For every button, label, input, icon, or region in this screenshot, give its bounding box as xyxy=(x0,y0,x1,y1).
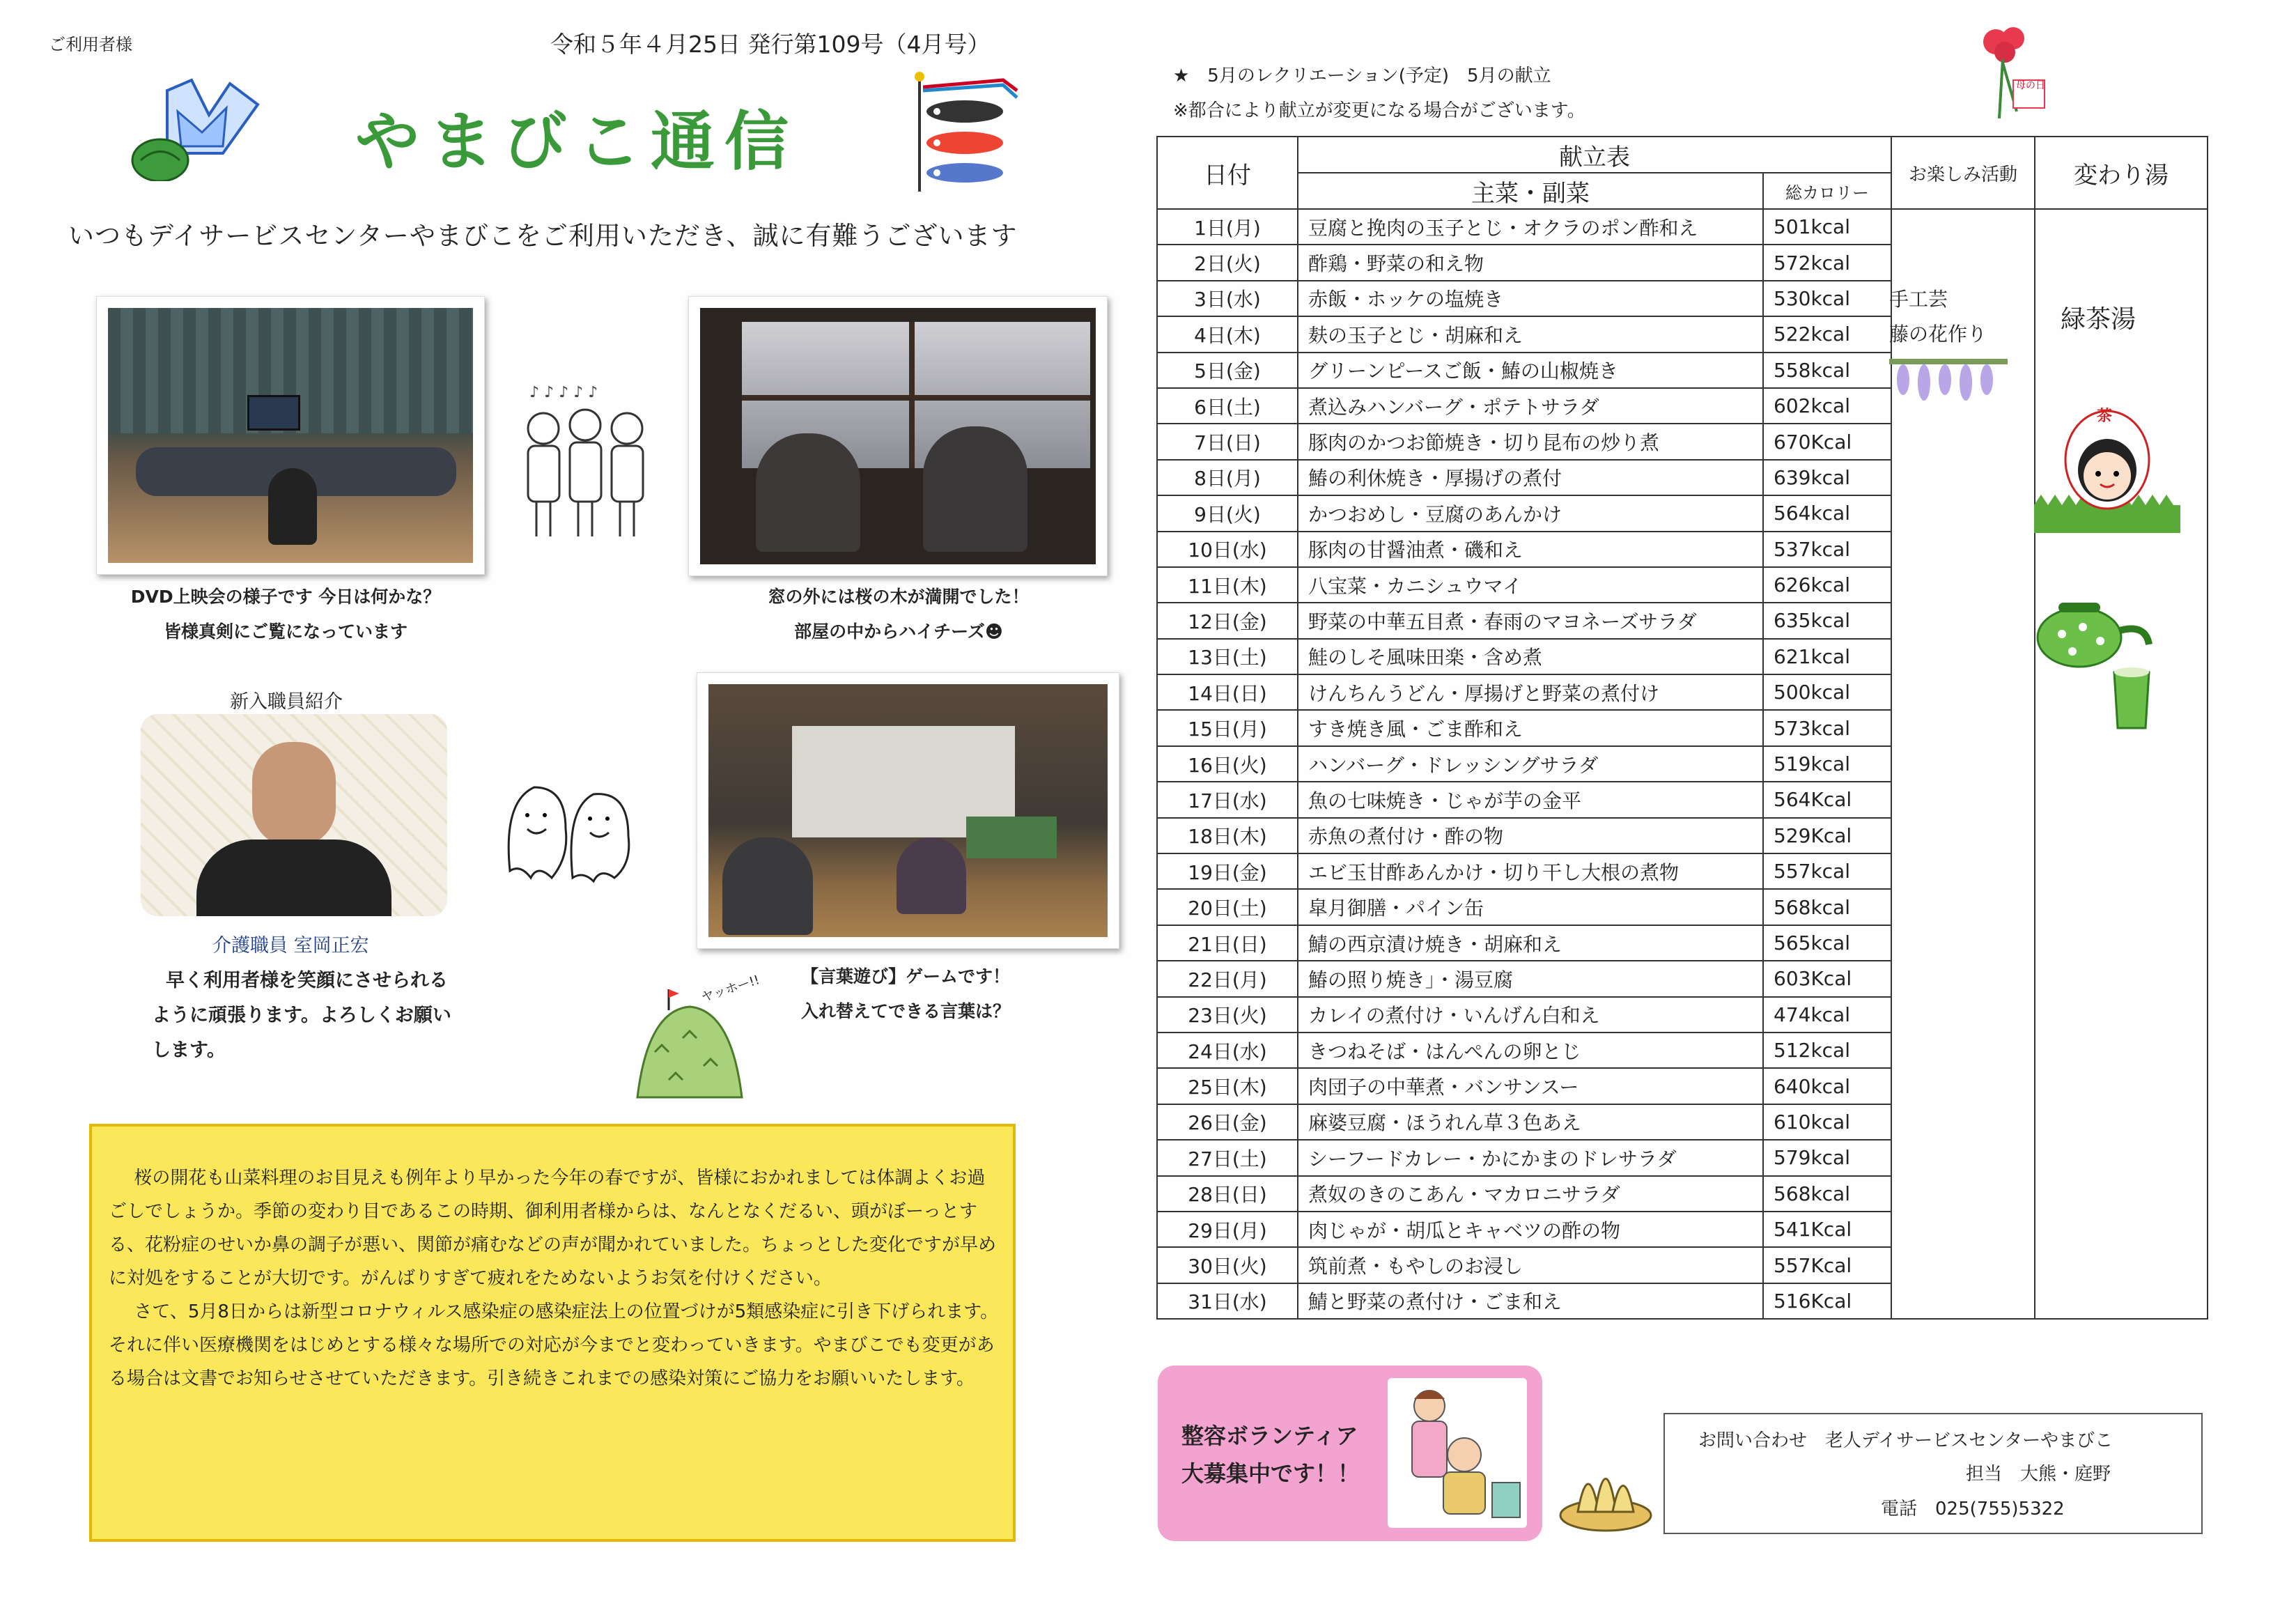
menu-dish-cell: 豚肉の甘醤油煮・磯和え xyxy=(1298,532,1763,567)
menu-dish-cell: きつねそば・はんぺんの卵とじ xyxy=(1298,1033,1763,1068)
activity-line1: 手工芸 xyxy=(1889,288,1948,311)
green-tea-teapot-icon xyxy=(2031,596,2170,735)
menu-date-cell: 29日(月) xyxy=(1157,1212,1298,1247)
menu-date-cell: 6日(土) xyxy=(1157,388,1298,424)
menu-calorie-cell: 579kcal xyxy=(1763,1140,1891,1175)
column-date-header: 日付 xyxy=(1157,137,1298,209)
column-activity-header: お楽しみ活動 xyxy=(1891,137,2035,209)
dvd-caption-line2: 皆様真剣にご覧になっています xyxy=(163,621,408,642)
menu-date-cell: 18日(木) xyxy=(1157,818,1298,853)
singing-people-icon xyxy=(515,376,655,550)
contact-phone: 電話 025(755)5322 xyxy=(1881,1499,2065,1519)
menu-date-cell: 3日(水) xyxy=(1157,281,1298,316)
menu-date-cell: 5日(金) xyxy=(1157,353,1298,388)
bath-type: 緑茶湯 xyxy=(2061,305,2136,334)
menu-dish-cell: かつおめし・豆腐のあんかけ xyxy=(1298,495,1763,531)
volunteer-line1: 整容ボランティア xyxy=(1181,1423,1358,1449)
menu-calorie-cell: 529Kcal xyxy=(1763,818,1891,853)
menu-date-cell: 4日(木) xyxy=(1157,316,1298,352)
svg-text:♪ ♪ ♪ ♪ ♪: ♪ ♪ ♪ ♪ ♪ xyxy=(529,384,598,401)
menu-date-cell: 30日(火) xyxy=(1157,1247,1298,1283)
menu-calorie-cell: 626kcal xyxy=(1763,567,1891,603)
menu-date-cell: 12日(金) xyxy=(1157,603,1298,638)
menu-calorie-cell: 635kcal xyxy=(1763,603,1891,638)
new-staff-heading: 新入職員紹介 xyxy=(230,691,343,713)
menu-calorie-cell: 670Kcal xyxy=(1763,424,1891,459)
menu-calorie-cell: 573kcal xyxy=(1763,710,1891,745)
menu-dish-cell: けんちんうどん・厚揚げと野菜の煮付け xyxy=(1298,674,1763,710)
menu-date-cell: 21日(日) xyxy=(1157,925,1298,961)
addressee: ご利用者様 xyxy=(49,35,132,54)
menu-dish-cell: 豚肉のかつお節焼き・切り昆布の炒り煮 xyxy=(1298,424,1763,459)
menu-dish-cell: 筑前煮・もやしのお浸し xyxy=(1298,1247,1763,1283)
menu-dish-cell: 麸の玉子とじ・胡麻和え xyxy=(1298,316,1763,352)
notice-paragraph-1: 桜の開花も山菜料理のお目見えも例年より早かった今年の春ですが、皆様におかれましては体調よくお過ごしでしょうか。季節の変わり目であるこの時期、御利用者様からは、なんとなくだるい、頭がぼーっとする、花粉症のせいか鼻の調子が悪い、関節が痛むなどの声が聞かれていました。ちょっとした変化ですが早めに対処をすることが大切です。がんばりすぎて疲れをためないようお気を付けください。 xyxy=(109,1168,997,1289)
issue-date: 令和５年４月25日 発行第109号（4月号） xyxy=(550,31,991,58)
menu-date-cell: 23日(火) xyxy=(1157,997,1298,1033)
staff-message-line3: します。 xyxy=(152,1039,226,1061)
greeting-text: いつもデイサービスセンターやまびこをご利用いただき、誠に有難うございます xyxy=(68,221,1018,251)
menu-date-cell: 20日(土) xyxy=(1157,889,1298,925)
menu-date-cell: 9日(火) xyxy=(1157,495,1298,531)
menu-calorie-cell: 557kcal xyxy=(1763,853,1891,889)
menu-calorie-cell: 564Kcal xyxy=(1763,782,1891,817)
menu-dish-cell: 肉じゃが・胡瓜とキャベツの酢の物 xyxy=(1298,1212,1763,1247)
menu-calorie-cell: 530kcal xyxy=(1763,281,1891,316)
menu-dish-cell: 麻婆豆腐・ほうれん草３色あえ xyxy=(1298,1104,1763,1140)
menu-dish-cell: カレイの煮付け・いんげん白和え xyxy=(1298,997,1763,1033)
staff-message-line1: 早く利用者様を笑顔にさせられる xyxy=(166,970,448,991)
contact-line1: お問い合わせ 老人デイサービスセンターやまびこ xyxy=(1698,1430,2113,1451)
menu-calorie-cell: 610kcal xyxy=(1763,1104,1891,1140)
activity-line2: 藤の花作り xyxy=(1889,323,1987,346)
menu-dish-cell: 鮭のしそ風味田楽・含め煮 xyxy=(1298,639,1763,674)
menu-calorie-cell: 564kcal xyxy=(1763,495,1891,531)
menu-calorie-cell: 602kcal xyxy=(1763,388,1891,424)
menu-calorie-cell: 474kcal xyxy=(1763,997,1891,1033)
menu-calorie-cell: 639kcal xyxy=(1763,460,1891,495)
koinobori-carp-streamer-icon xyxy=(906,70,1024,195)
menu-dish-cell: エビ玉甘酢あんかけ・切り干し大根の煮物 xyxy=(1298,853,1763,889)
dvd-caption-line1: DVD上映会の様子です 今日は何かな？ xyxy=(130,587,441,607)
menu-date-cell: 31日(水) xyxy=(1157,1283,1298,1319)
staff-name: 介護職員 室岡正宏 xyxy=(212,935,369,957)
menu-dish-cell: ハンバーグ・ドレッシングサラダ xyxy=(1298,746,1763,782)
kabuto-helmet-icon xyxy=(125,77,265,181)
menu-date-cell: 14日(日) xyxy=(1157,674,1298,710)
contact-box xyxy=(1663,1413,2203,1534)
new-staff-portrait xyxy=(141,714,447,916)
menu-date-cell: 24日(水) xyxy=(1157,1033,1298,1068)
menu-header-line1: ★ 5月のレクリエーション(予定) 5月の献立 xyxy=(1173,65,1551,86)
menu-dish-cell: 豆腐と挽肉の玉子とじ・オクラのポン酢和え xyxy=(1298,209,1763,245)
menu-date-cell: 1日(月) xyxy=(1157,209,1298,245)
notice-box xyxy=(89,1124,1016,1542)
window-cherry-blossom-photo xyxy=(688,296,1108,576)
menu-date-cell: 2日(火) xyxy=(1157,245,1298,280)
game-caption-line1: 【言葉遊び】ゲームです！ xyxy=(800,966,1010,987)
menu-calorie-cell: 522kcal xyxy=(1763,316,1891,352)
column-menu-header: 献立表 xyxy=(1298,137,1891,173)
menu-calorie-cell: 640kcal xyxy=(1763,1068,1891,1104)
menu-date-cell: 11日(木) xyxy=(1157,567,1298,603)
menu-calorie-cell: 541Kcal xyxy=(1763,1212,1891,1247)
dvd-screening-photo xyxy=(96,296,485,575)
menu-dish-cell: 鯖の西京漬け焼き・胡麻和え xyxy=(1298,925,1763,961)
menu-calorie-cell: 568kcal xyxy=(1763,889,1891,925)
menu-dish-cell: 鰆の利休焼き・厚揚げの煮付 xyxy=(1298,460,1763,495)
menu-calorie-cell: 603Kcal xyxy=(1763,961,1891,996)
staff-message-line2: ように頑張ります。よろしくお願い xyxy=(152,1005,451,1026)
menu-date-cell: 25日(木) xyxy=(1157,1068,1298,1104)
menu-dish-cell: すき焼き風・ごま酢和え xyxy=(1298,710,1763,745)
column-main-dish-header: 主菜・副菜 xyxy=(1298,173,1763,209)
menu-calorie-cell: 500kcal xyxy=(1763,674,1891,710)
hairdresser-volunteer-icon xyxy=(1388,1378,1527,1528)
menu-date-cell: 10日(水) xyxy=(1157,532,1298,567)
menu-dish-cell: 赤飯・ホッケの塩焼き xyxy=(1298,281,1763,316)
menu-dish-cell: 八宝菜・カニシュウマイ xyxy=(1298,567,1763,603)
word-game-photo xyxy=(697,672,1119,949)
menu-header-line2: ※都合により献立が変更になる場合がございます。 xyxy=(1173,100,1585,121)
menu-dish-cell: 煮込みハンバーグ・ポテトサラダ xyxy=(1298,388,1763,424)
menu-dish-cell: 肉団子の中華煮・バンサンスー xyxy=(1298,1068,1763,1104)
menu-date-cell: 13日(土) xyxy=(1157,639,1298,674)
two-friends-doodle-icon xyxy=(496,773,642,885)
menu-date-cell: 8日(月) xyxy=(1157,460,1298,495)
carnation-mothers-day-icon xyxy=(1964,21,2048,125)
newsletter-title: やまびこ通信 xyxy=(355,105,799,179)
menu-calorie-cell: 621kcal xyxy=(1763,639,1891,674)
bath-column-cell xyxy=(2035,209,2208,1319)
menu-date-cell: 19日(金) xyxy=(1157,853,1298,889)
contact-person: 担当 大熊・庭野 xyxy=(1966,1464,2111,1485)
column-calorie-header: 総カロリー xyxy=(1763,173,1891,209)
window-caption-line1: 窓の外には桜の木が満開でした！ xyxy=(768,587,1030,607)
menu-calorie-cell: 558kcal xyxy=(1763,353,1891,388)
menu-dish-cell: 野菜の中華五目煮・春雨のマヨネーズサラダ xyxy=(1298,603,1763,638)
menu-dish-cell: 鯖と野菜の煮付け・ごま和え xyxy=(1298,1283,1763,1319)
menu-dish-cell: シーフードカレー・かにかまのドレサラダ xyxy=(1298,1140,1763,1175)
menu-date-cell: 17日(水) xyxy=(1157,782,1298,817)
notice-paragraph-2: さて、5月8日からは新型コロナウィルス感染症の感染症法上の位置づけが5類感染症に引き下げられます。それに伴い医療機関をはじめとする様々な場所での対応が今までと変わっていきます。やまびこでも変更がある場合は文書でお知らせさせていただきます。引き続きこれまでの感染対策にご協力をお願いいたします。 xyxy=(109,1301,999,1389)
menu-dish-cell: 魚の七味焼き・じゃが芋の金平 xyxy=(1298,782,1763,817)
menu-calorie-cell: 565kcal xyxy=(1763,925,1891,961)
column-bath-header: 変わり湯 xyxy=(2035,137,2208,209)
wisteria-icon xyxy=(1889,359,2008,408)
menu-date-cell: 27日(土) xyxy=(1157,1140,1298,1175)
menu-calorie-cell: 557Kcal xyxy=(1763,1247,1891,1283)
menu-calorie-cell: 516Kcal xyxy=(1763,1283,1891,1319)
menu-date-cell: 22日(月) xyxy=(1157,961,1298,996)
menu-calorie-cell: 572kcal xyxy=(1763,245,1891,280)
mountain-shout-text: ヤッホー!! xyxy=(699,973,762,1005)
menu-dish-cell: 煮奴のきのこあん・マカロニサラダ xyxy=(1298,1176,1763,1212)
bamboo-shoot-icon xyxy=(1557,1442,1654,1533)
menu-dish-cell: 皐月御膳・パイン缶 xyxy=(1298,889,1763,925)
menu-dish-cell: グリーンピースご飯・鰆の山椒焼き xyxy=(1298,353,1763,388)
menu-dish-cell: 鰆の照り焼き」・湯豆腐 xyxy=(1298,961,1763,996)
menu-calorie-cell: 537kcal xyxy=(1763,532,1891,567)
menu-date-cell: 28日(日) xyxy=(1157,1176,1298,1212)
volunteer-banner xyxy=(1158,1366,1542,1541)
game-caption-line2: 入れ替えてできる言葉は？ xyxy=(800,1001,1010,1021)
menu-calorie-cell: 501kcal xyxy=(1763,209,1891,245)
menu-dish-cell: 酢鶏・野菜の和え物 xyxy=(1298,245,1763,280)
menu-date-cell: 26日(金) xyxy=(1157,1104,1298,1140)
menu-calorie-cell: 512kcal xyxy=(1763,1033,1891,1068)
menu-date-cell: 7日(日) xyxy=(1157,424,1298,459)
tea-mark: 茶 xyxy=(2097,408,2113,425)
mothers-day-tag: 母の日 xyxy=(2016,80,2045,91)
window-caption-line2: 部屋の中からハイチーズ☻ xyxy=(794,621,1003,642)
menu-date-cell: 15日(月) xyxy=(1157,710,1298,745)
menu-dish-cell: 赤魚の煮付け・酢の物 xyxy=(1298,818,1763,853)
menu-row xyxy=(1157,209,2208,245)
menu-calorie-cell: 519kcal xyxy=(1763,746,1891,782)
menu-calorie-cell: 568kcal xyxy=(1763,1176,1891,1212)
volunteer-line2: 大募集中です！！ xyxy=(1181,1460,1360,1487)
menu-date-cell: 16日(火) xyxy=(1157,746,1298,782)
